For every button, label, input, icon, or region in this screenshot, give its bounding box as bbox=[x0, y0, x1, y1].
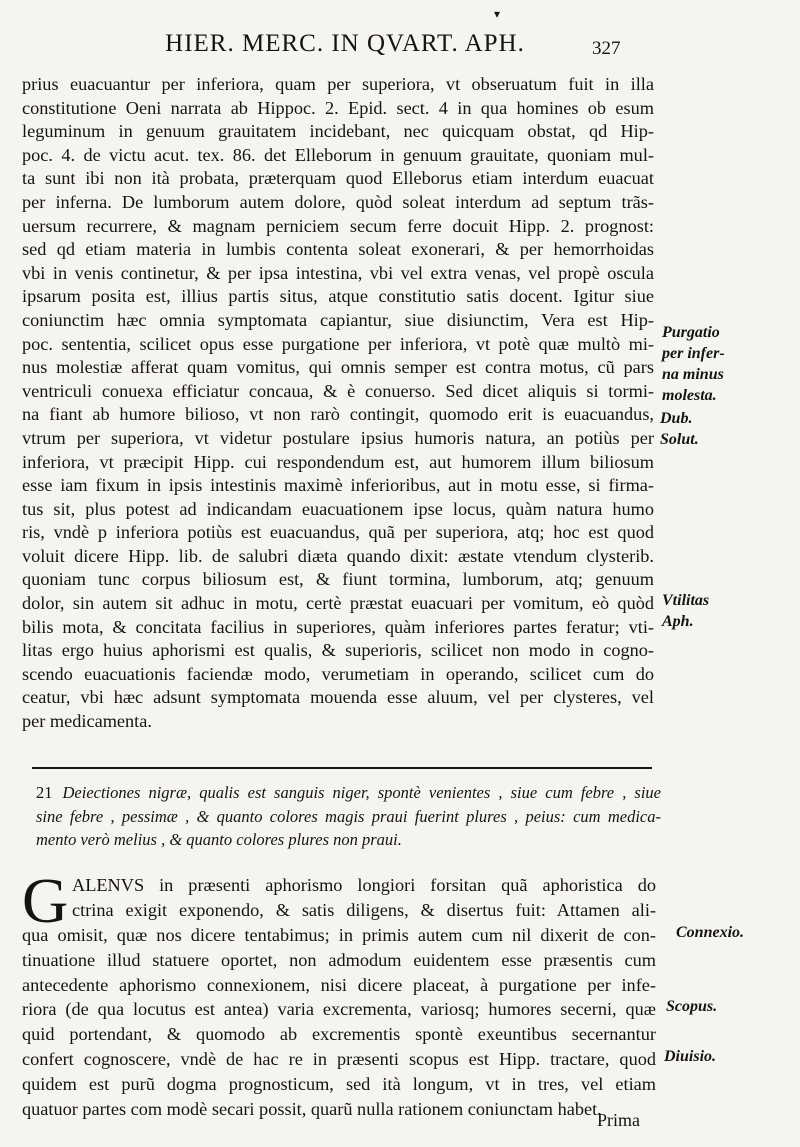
margin-note-dub-solut: Dub. Solut. bbox=[660, 410, 699, 448]
body-line: vtrum per superiora, vt videtur postulare ipsius humoris natura, an potiùs per bbox=[22, 427, 654, 448]
body-line: poc. sententia, scilicet opus esse purgatione per inferiora, vt potè quæ multò mi- bbox=[22, 333, 654, 354]
body-line: tus sit, plus potest ad indicandam euacuationem ipse locus, quàm natura humo bbox=[22, 498, 654, 519]
body-line: vbi in venis continetur, & per ipsa intestina, vbi vel extra venas, vel propè oscula bbox=[22, 262, 654, 283]
body-line: litas ergo huius aphorismi est qualis, & superioris, scilicet non modo in cogno- bbox=[22, 640, 654, 661]
commentary-line: quatuor partes com modè secari possit, quarũ nulla rationem coniunctam habet. bbox=[22, 1099, 602, 1120]
body-line: dolor, sin autem sit adhuc in motu, certè præstat euacuari per vomitum, eò quòd bbox=[22, 593, 654, 614]
body-line: ventriculi conuexa efficiatur concaua, & è conuerso. Sed dicet aliquis si tormi- bbox=[22, 380, 654, 401]
margin-note-utilitas: Vtilitas Aph. bbox=[662, 592, 710, 630]
commentary-line: confert cognoscere, vndè de hac re in præsenti scopus est Hipp. tractare, quod bbox=[22, 1049, 656, 1070]
commentary-line: quid portendant, & quomodo ab excrementis spontè exeuntibus secernantur bbox=[22, 1024, 656, 1045]
body-line: ta sunt ibi non ità probata, præterquam quod Elleborus etiam interdum euacuat bbox=[22, 168, 654, 189]
aphorism-text bbox=[36, 781, 661, 852]
aphorism-number: 21 bbox=[36, 783, 53, 802]
body-line: leguminum in genuum grauitatem incidebant, nec quicquam obstat, qd Hip- bbox=[22, 121, 654, 142]
drop-cap: G bbox=[22, 865, 69, 936]
body-line: per medicamenta. bbox=[22, 711, 152, 732]
margin-note-scopus: Scopus. bbox=[666, 998, 718, 1015]
commentary-line: tinuatione illud statuere oportet, non admodum euidentem esse præsentis cum bbox=[22, 949, 656, 970]
margin-note-diuisio: Diuisio. bbox=[664, 1048, 717, 1065]
page-ornament: ▾ bbox=[494, 7, 501, 21]
body-line: uersum recurrere, & magnam perniciem secum ferre docuit Hipp. 2. prognost: bbox=[22, 215, 654, 236]
aphorism-line: mento verò melius , & quanto colores plures non praui. bbox=[36, 830, 402, 850]
body-line: nus molestiæ afferat quam vomitus, qui omnis semper est contra motus, cũ pars bbox=[22, 357, 654, 378]
commentary-line: ALENVS in præsenti aphorismo longiori forsitan quã aphoristica do bbox=[72, 875, 656, 895]
body-line: quoniam tunc corpus biliosum est, & fiunt tormina, lumborum, atq; genuum bbox=[22, 569, 654, 590]
body-line: ris, vndè p inferiora potiùs est euacuandus, quã per superiora, atq; hoc est quod bbox=[22, 522, 654, 543]
section-divider bbox=[32, 767, 652, 769]
commentary-line: ctrina exigit exponendo, & satis diligens, & disertus fuit: Attamen ali- bbox=[72, 899, 656, 920]
body-line: esse iam fixum in ipsis intestinis maximè inferioribus, aut in motu esse, si firma- bbox=[22, 475, 654, 496]
commentary-line: riora (de qua locutus est antea) varia excrementa, variosq; humores secerni, quæ bbox=[22, 999, 656, 1020]
body-line: inferiora, vt præcipit Hipp. cui respondendum est, aut humorem illum biliosum bbox=[22, 451, 654, 472]
body-line: sed qd etiam materia in lumbis contenta soleat exonerari, & per hemorrhoidas bbox=[22, 239, 654, 260]
margin-note-connexio: Connexio. bbox=[676, 924, 745, 941]
page-number: 327 bbox=[592, 38, 621, 59]
commentary-line: quidem est purũ dogma prognosticum, sed ità longum, vt in tres, vel etiam bbox=[22, 1074, 656, 1095]
body-line: scendo euacuationis faciendæ modo, verumetiam in operando, scilicet cum do bbox=[22, 663, 654, 684]
body-text bbox=[22, 73, 654, 734]
body-line: poc. 4. de victu acut. tex. 86. det Elleborum in genuum grauitate, quoniam mul- bbox=[22, 144, 654, 165]
body-line: voluit dicere Hipp. lib. de salubri diæta quando dixit: æstate vtendum clysterib. bbox=[22, 545, 654, 566]
aphorism-line: sine febre , pessimæ , & quanto colores magis praui fuerint plures , peius: cum medica- bbox=[36, 806, 661, 826]
body-line: constitutione Oeni narrata ab Hippoc. 2. Epid. sect. 4 in qua homines ob esum bbox=[22, 97, 654, 118]
body-line: prius euacuantur per inferiora, quam per superiora, vt obseruatum fuit in illa bbox=[22, 74, 654, 94]
body-line: per inferna. De lumborum autem dolore, quòd soleat interdum ad septum trãs- bbox=[22, 191, 654, 212]
body-line: na fiant ab humore bilioso, vt non rarò contingit, quomodo erit is euacuandus, bbox=[22, 404, 654, 425]
commentary-text bbox=[22, 865, 656, 1122]
body-line: ceatur, vbi hæc adsunt symptomata mouenda esse aluum, vel per clysteres, vel bbox=[22, 687, 654, 708]
catchword: Prima bbox=[597, 1110, 640, 1130]
commentary-line: qua omisit, quæ nos dicere tentabimus; in primis autem cum nil dixerit de con- bbox=[22, 924, 656, 945]
body-line: ipsarum posita est, illius partis situs, atque constitutio satis docent. Igitur siue bbox=[22, 286, 654, 307]
commentary-line: antecedente aphorismo connexionem, nisi dicere placeat, à purgatione per infe- bbox=[22, 974, 656, 995]
running-head: HIER. MERC. IN QVART. APH. bbox=[165, 30, 525, 57]
body-line: bilis mota, & concitata facilius in superiores, quàm inferiores partes feratur; vti- bbox=[22, 616, 654, 637]
body-line: coniunctim hæc omnia symptomata capiantur, siue disiunctim, Vera est Hip- bbox=[22, 309, 654, 330]
margin-note-purgatio: Purgatio per infer- na minus molesta. bbox=[662, 324, 725, 404]
aphorism-line: 21 Deiectiones nigræ, qualis est sanguis niger, spontè venientes , siue cum febre , siue bbox=[36, 783, 661, 802]
